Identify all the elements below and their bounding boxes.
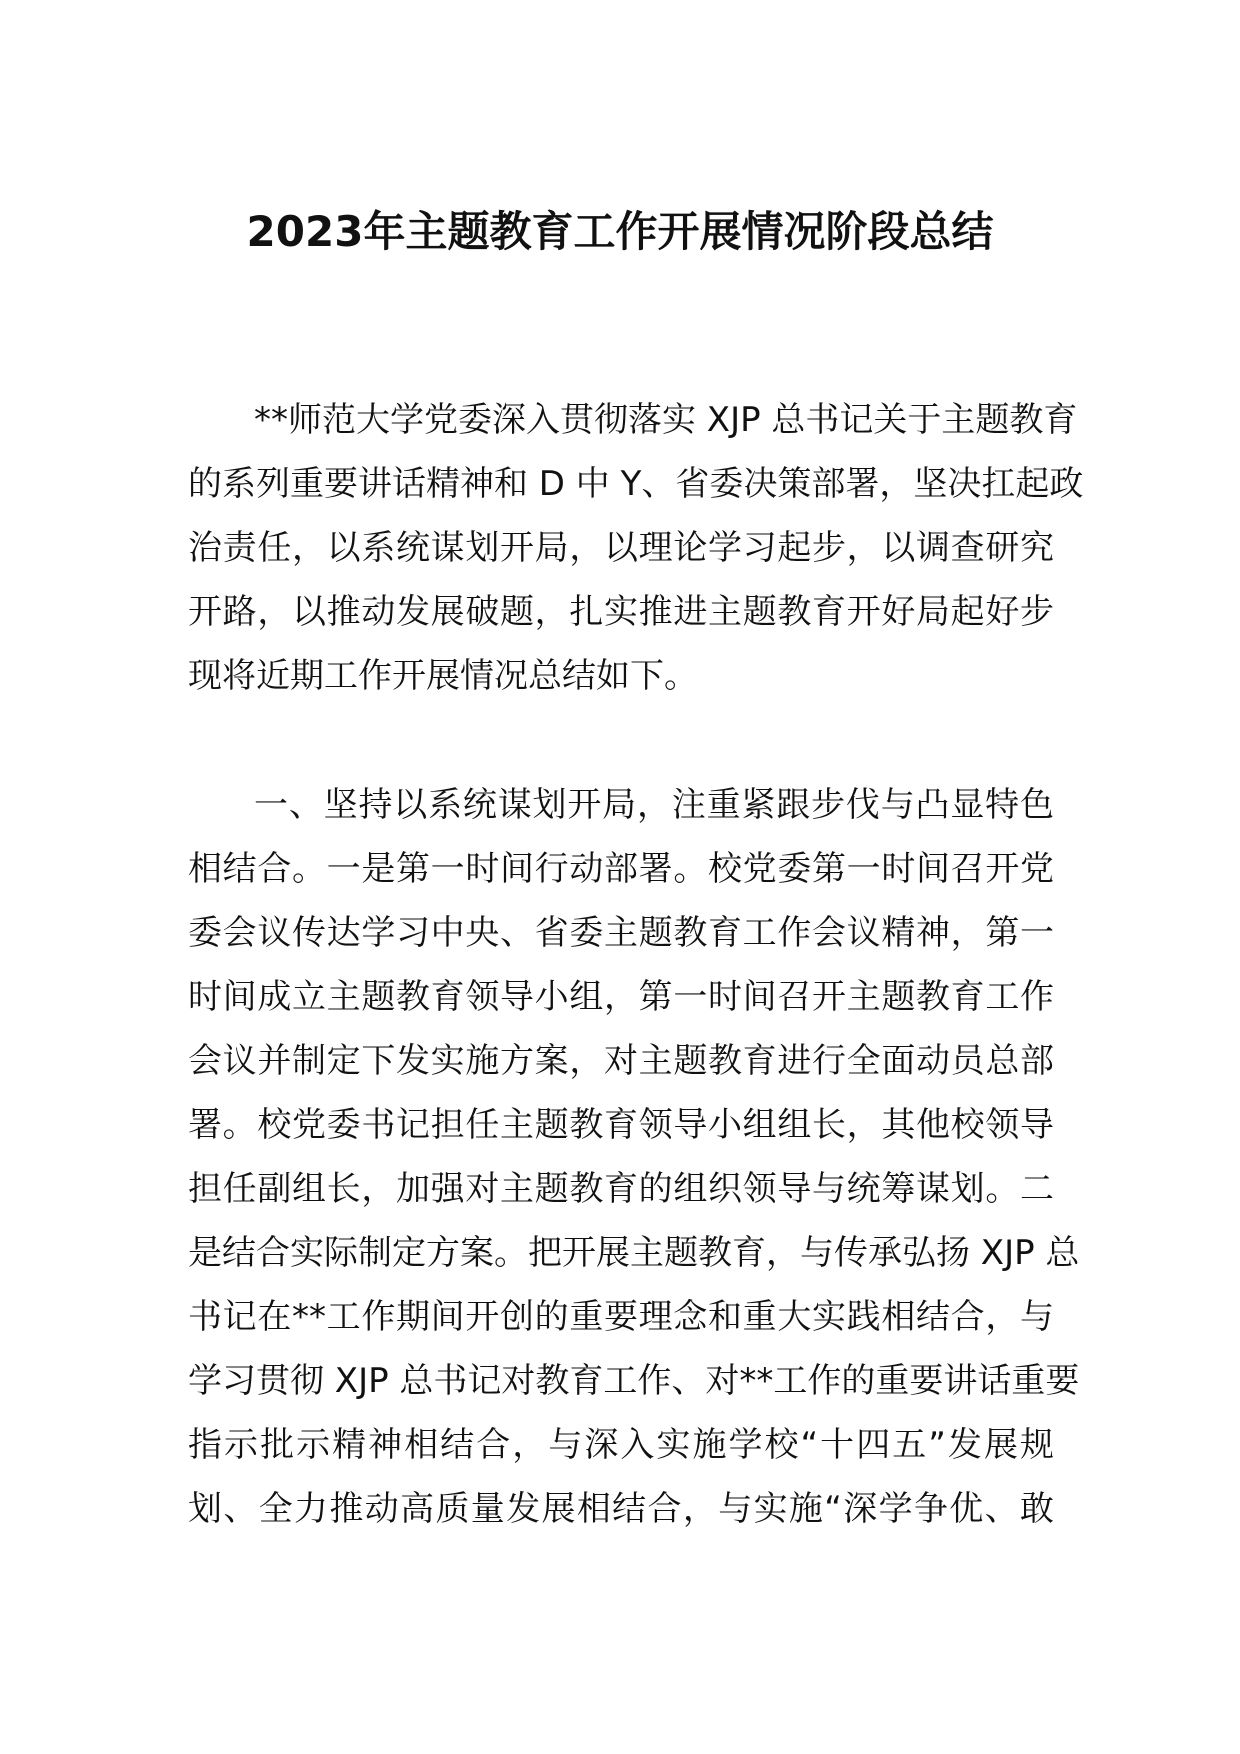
paragraph-line: 书记在**工作期间开创的重要理念和重大实践相结合，与 xyxy=(188,1297,1054,1337)
paragraph-line: **师范大学党委深入贯彻落实 XJP 总书记关于主题教育 xyxy=(254,400,1078,440)
paragraph-line: 委会议传达学习中央、省委主题教育工作会议精神，第一 xyxy=(188,913,1054,953)
paragraph-section-one xyxy=(188,773,1080,1541)
paragraph-line: 划、全力推动高质量发展相结合，与实施“深学争优、敢 xyxy=(188,1489,1054,1529)
paragraph-line: 的系列重要讲话精神和 D 中 Y、省委决策部署，坚决扛起政 xyxy=(188,464,1084,504)
paragraph-line: 一、坚持以系统谋划开局，注重紧跟步伐与凸显特色 xyxy=(254,785,1054,825)
paragraph-line: 是结合实际制定方案。把开展主题教育，与传承弘扬 XJP 总 xyxy=(188,1233,1080,1273)
paragraph-line: 学习贯彻 XJP 总书记对教育工作、对**工作的重要讲话重要 xyxy=(188,1361,1080,1401)
paragraph-line: 治责任，以系统谋划开局，以理论学习起步，以调查研究 xyxy=(188,528,1054,568)
paragraph-line: 担任副组长，加强对主题教育的组织领导与统筹谋划。二 xyxy=(188,1169,1054,1209)
document-title: 2023年主题教育工作开展情况阶段总结 xyxy=(246,207,994,256)
paragraph-line: 指示批示精神相结合，与深入实施学校“十四五”发展规 xyxy=(188,1425,1054,1465)
paragraph-line: 会议并制定下发实施方案，对主题教育进行全面动员总部 xyxy=(188,1041,1054,1081)
paragraph-line: 署。校党委书记担任主题教育领导小组组长，其他校领导 xyxy=(188,1105,1054,1145)
paragraph-line: 现将近期工作开展情况总结如下。 xyxy=(188,656,698,696)
paragraph-line: 开路，以推动发展破题，扎实推进主题教育开好局起好步 xyxy=(188,592,1054,632)
paragraph-line: 时间成立主题教育领导小组，第一时间召开主题教育工作 xyxy=(188,977,1054,1017)
paragraph-intro xyxy=(188,388,1084,708)
paragraph-line: 相结合。一是第一时间行动部署。校党委第一时间召开党 xyxy=(188,849,1054,889)
